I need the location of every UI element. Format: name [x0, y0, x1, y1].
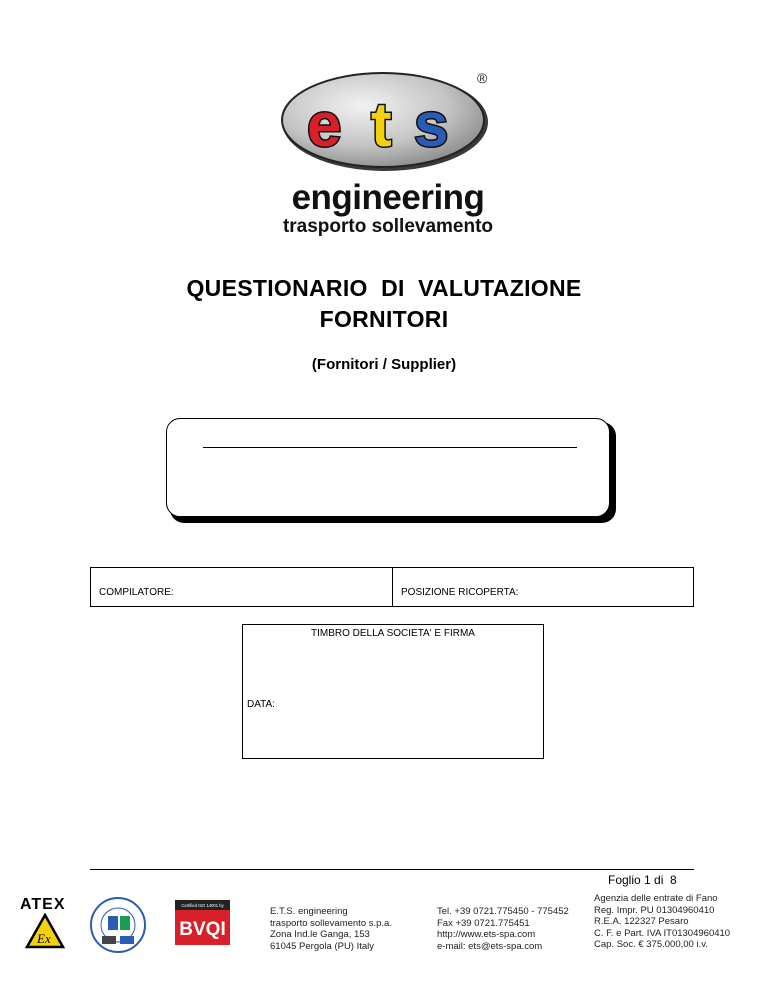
footer-company-info	[270, 906, 392, 952]
company-line: trasporto sollevamento s.p.a.	[270, 917, 392, 929]
contact-email[interactable]: e-mail: ets@ets-spa.com	[437, 940, 543, 952]
logo-letter-t: t	[371, 91, 392, 160]
logo-letter-e: e	[307, 91, 342, 160]
page-title	[100, 273, 668, 335]
contact-website[interactable]: http://www.ets-spa.com	[437, 929, 536, 940]
supplier-name-box[interactable]	[166, 418, 610, 517]
position-label: POSIZIONE RICOPERTA:	[401, 587, 519, 598]
stamp-title: TIMBRO DELLA SOCIETA' E FIRMA	[311, 628, 475, 639]
bvqi-logo	[175, 900, 230, 945]
footer-divider	[90, 869, 694, 870]
contact-fax: Fax +39 0721.775451	[437, 917, 530, 929]
atex-label: ATEX	[20, 896, 66, 913]
legal-line: Cap. Soc. € 375.000,00 i.v.	[594, 939, 708, 950]
page-subtitle: (Fornitori / Supplier)	[311, 356, 457, 373]
legal-line: R.E.A. 122327 Pesaro	[594, 916, 689, 927]
compiler-table	[90, 567, 694, 607]
atex-ex-icon	[25, 913, 65, 949]
atex-ex-symbol: Ex	[37, 931, 51, 946]
compiler-label: COMPILATORE:	[99, 587, 174, 598]
logo-brand: engineering	[291, 178, 485, 217]
legal-line: C. F. e Part. IVA IT01304960410	[594, 927, 731, 939]
supplier-name-line	[203, 447, 577, 448]
legal-line: Reg. Impr. PU 01304960410	[594, 904, 715, 916]
logo-letter-s: s	[414, 91, 449, 160]
bvqi-text: BVQI	[179, 919, 226, 940]
company-line: Zona Ind.le Ganga, 153	[270, 929, 370, 940]
page-number: Foglio 1 di 8	[608, 873, 677, 887]
quality-certification-icon	[88, 896, 148, 954]
ets-logo	[279, 69, 500, 173]
footer-contacts	[437, 906, 569, 952]
logo-tagline: trasporto sollevamento	[282, 216, 494, 237]
bvqi-caption: Certified ISO 14001 by	[181, 903, 224, 908]
company-line: E.T.S. engineering	[270, 906, 348, 917]
contact-phone: Tel. +39 0721.775450 - 775452	[437, 906, 569, 917]
date-label: DATA:	[247, 699, 275, 710]
footer-legal-info	[594, 893, 730, 951]
position-field[interactable]	[393, 568, 693, 606]
company-line: 61045 Pergola (PU) Italy	[270, 940, 375, 952]
legal-line: Agenzia delle entrate di Fano	[594, 893, 718, 904]
compiler-field[interactable]	[91, 568, 393, 606]
title-line-2: FORNITORI	[319, 306, 449, 332]
registered-mark: ®	[477, 70, 488, 86]
title-line-1: QUESTIONARIO DI VALUTAZIONE	[186, 275, 582, 301]
stamp-signature-box[interactable]	[242, 624, 544, 759]
